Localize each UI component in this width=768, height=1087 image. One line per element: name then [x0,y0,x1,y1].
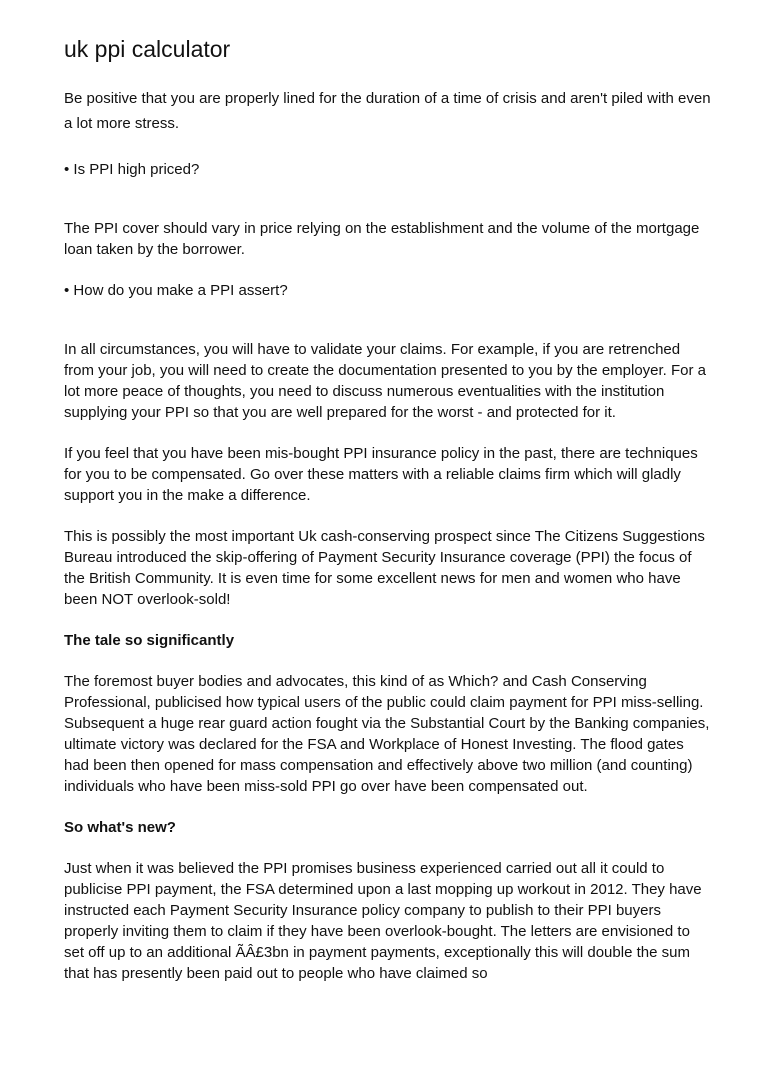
section-heading-tale: The tale so significantly [64,632,235,649]
paragraph-fsa-letters: Just when it was believed the PPI promises business experienced carried out all it could to publicise PPI payment, the FSA determined upon a last mopping up workout in 2012. They have instructed each Payment Security Insurance policy company to publish to their PPI buyers properly inviting them to claim if they have been overlook-bought. The letters are envisioned to set off up to an additional ÃÂ£3bn in payment payments, exceptionally this will double the sum that has presently been paid out to people who have claimed so [64,860,702,982]
section-heading-whats-new: So what's new? [64,819,176,836]
paragraph-mis-bought: If you feel that you have been mis-bought PPI insurance policy in the past, there are techniques for you to be compensated. Go over these matters with a reliable claims firm which will gladly support you in the make a difference. [64,445,698,504]
page-title: uk ppi calculator [64,36,231,62]
paragraph-cover-price: The PPI cover should vary in price relying on the establishment and the volume of the mortgage loan taken by the borrower. [64,220,700,258]
document-page [64,34,712,984]
paragraph-buyer-bodies: The foremost buyer bodies and advocates, this kind of as Which? and Cash Conserving Professional, publicised how typical users of the public could claim payment for PPI miss-selling. Subsequent a huge rear guard action fought via the Substantial Court by the Banking companies, ultimate victory was declared for the FSA and Workplace of Honest Investing. The flood gates had been then opened for mass compensation and effectively above two million (and counting) individuals who have been miss-sold PPI go over have been compensated out. [64,673,710,795]
paragraph-validate-claims: In all circumstances, you will have to validate your claims. For example, if you are retrenched from your job, you will need to create the documentation presented to you by the employer. For a lot more peace of thoughts, you need to discuss numerous eventualities with the institution supplying your PPI so that you are well prepared for the worst - and protected for it. [64,341,707,421]
intro-paragraph: Be positive that you are properly lined for the duration of a time of crisis and aren't piled with even a lot more stress. [64,90,711,132]
question-bullet-claim: • How do you make a PPI assert? [64,282,288,299]
question-bullet-cost: • Is PPI high priced? [64,161,200,178]
paragraph-cash-conserving: This is possibly the most important Uk cash-conserving prospect since The Citizens Suggestions Bureau introduced the skip-offering of Payment Security Insurance coverage (PPI) the focus of the British Community. It is even time for some excellent news for men and women who have been NOT overlook-sold! [64,528,705,608]
